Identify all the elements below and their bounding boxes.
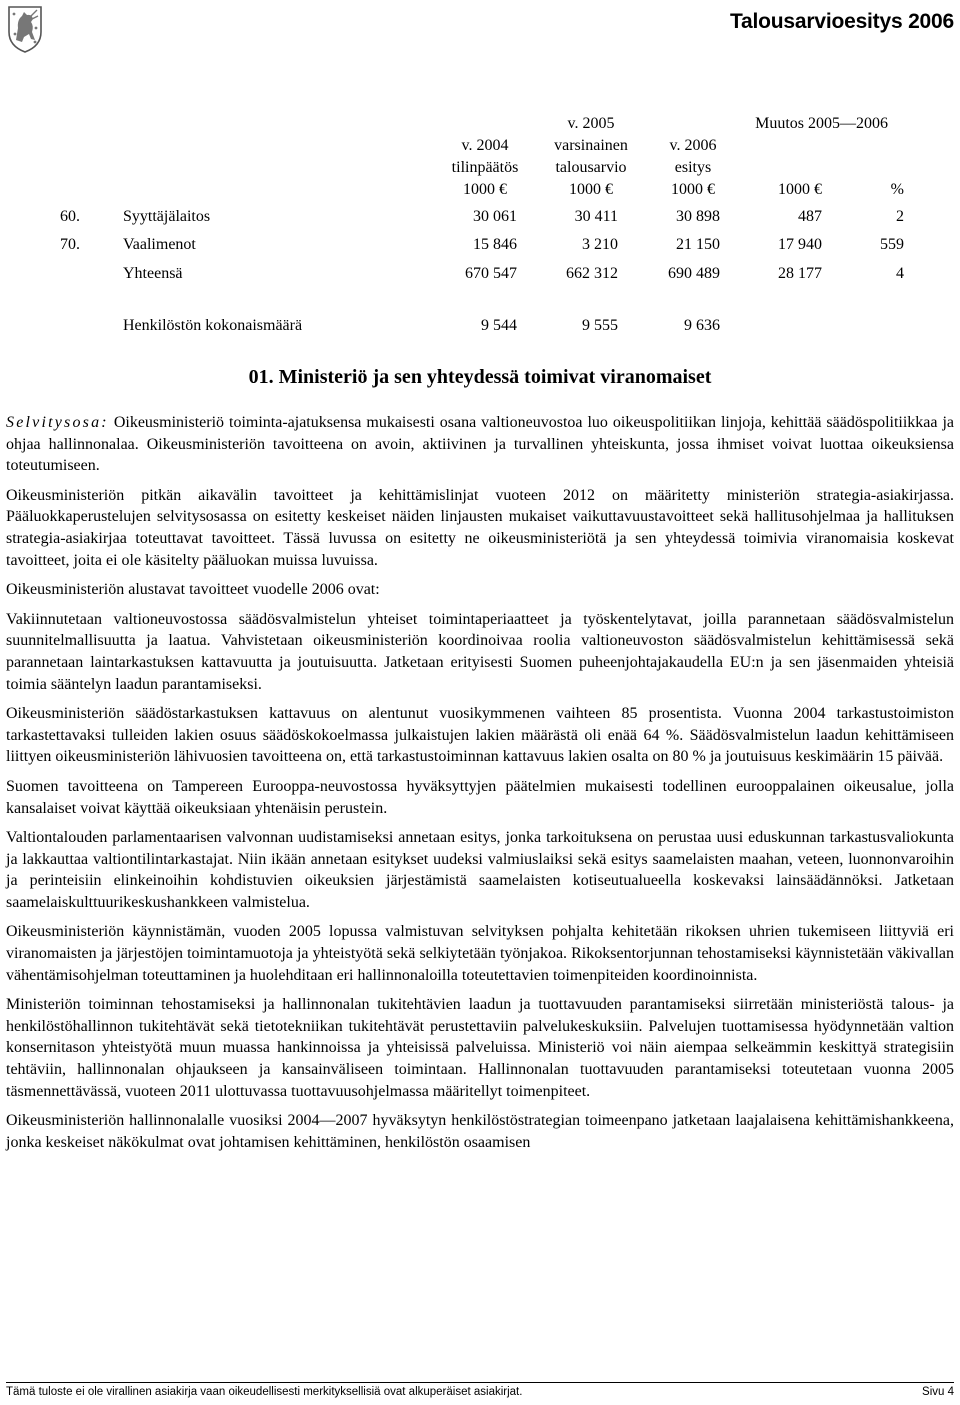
row-name: Syyttäjälaitos: [123, 208, 211, 225]
total-change: 28 177: [778, 265, 822, 282]
col-2005-line1: v. 2005: [567, 115, 615, 132]
total-v2006: 690 489: [668, 265, 720, 282]
staff-v2004: 9 544: [481, 317, 517, 334]
row-change: 487: [798, 208, 822, 225]
row-change: 17 940: [778, 236, 822, 253]
total-pct: 4: [896, 265, 904, 282]
staff-v2006: 9 636: [684, 317, 720, 334]
row-pct: 559: [880, 236, 904, 253]
lion-coat-of-arms-icon: [6, 4, 44, 54]
change-unit: 1000 €: [778, 181, 822, 198]
page-number: Sivu 4: [922, 1386, 954, 1398]
staff-v2005: 9 555: [582, 317, 618, 334]
paragraph: Vakiinnutetaan valtioneuvostossa säädösvalmistelun yhteiset toimintaperiaatteet ja työskentelytavat, joilla parannetaan säädösvalmistelun suunnitelmallisuutta ja laatua. Vahvistetaan oikeusministeriön koordinoivaa roolia valtioneuvoston säädösvalmistelun kehittämisessä sekä parannetaan laintarkastuksen kattavuutta ja joutuisuutta. Jatketaan erityisesti Suomen puheenjohtajakaudella EU:n ja sen jäsenmaiden yhteisiä toimia sääntelyn laadun parantamiseksi.: [6, 610, 954, 693]
row-v2004: 30 061: [473, 208, 517, 225]
total-v2005: 662 312: [566, 265, 618, 282]
total-label: Yhteensä: [123, 265, 183, 282]
col-2005-unit: 1000 €: [569, 181, 613, 198]
col-2005-line2: varsinainen: [554, 137, 628, 154]
paragraph: Oikeusministeriön pitkän aikavälin tavoitteet ja kehittämislinjat vuoteen 2012 on määritetty ministeriön strategia-asiakirjassa. Pääluokkaperustelujen selvitysosassa on esitetty keskeiset näiden linjausten mukaiset vaikuttavuustavoitteet sekä hallitusohjelmaa ja hallituksen strategia-asiakirjaa toteuttavat tavoitteet. Tässä luvussa on esitetty ne oikeusministeriötä ja sen yhteydessä toimivia viranomaisia koskevat tavoitteet, joita ei ole käsitelty pääluokan muissa luvuissa.: [6, 486, 954, 569]
paragraph: Ministeriön toiminnan tehostamiseksi ja hallinnonalan tukitehtävien laadun ja tuottavuuden parantamiseksi siirretään ministeriöstä talous- ja henkilöstöhallinnon tukitehtävät sekä tietotekniikan tukitehtävät perustettaviin palvelukeskuksiin. Palvelujen tuottamisessa hyödynnetään valtion konsernitason yhteistyötä muun muassa hankinnoissa ja yhteisissä palveluissa. Ministeriö voi näin aiempaa selkeämmin keskittyä strategisiin tehtäviin, hallinnonalan ohjaukseen ja kansainväliseen toimintaan. Hallinnonalan tuottavuuden parantamiseksi toteutetaan vuonna 2005 täsmennettävässä, vuoteen 2011 ulottuvassa tuottavuusohjelmassa määritellyt toimenpiteet.: [6, 996, 954, 1100]
footer-disclaimer: Tämä tuloste ei ole virallinen asiakirja vaan oikeudellisesti merkityksellisiä ovat alkuperäiset asiakirjat.: [6, 1386, 523, 1398]
body-text: [6, 412, 954, 1161]
row-v2005: 30 411: [574, 208, 618, 225]
col-2006-line3: esitys: [674, 159, 712, 176]
row-pct: 2: [896, 208, 904, 225]
paragraph: Oikeusministeriön käynnistämän, vuoden 2005 lopussa valmistuvan selvityksen pohjalta kehitetään rikoksen uhrien tukemiseen liittyviä eri viranomaisten ja järjestöjen toimintamuotoja ja yhteistyötä sekä selkiytetään työnjakoa. Rikoksentorjunnan tehostamiseksi käynnistetään väkivallan vähentämisohjelman toteuttaminen ja huolehditaan eri hallinnonaloilla toteutettavien toimenpiteiden koordinoinnista.: [6, 923, 954, 984]
col-2004-line2: v. 2004: [461, 137, 509, 154]
paragraph: Valtiontalouden parlamentaarisen valvonnan uudistamiseksi annetaan esitys, jonka tarkoituksena on perustaa uusi eduskunnan tarkastusvaliokunta ja lakkauttaa valtiontilintarkastajat. Niin ikään annetaan esitykset uudeksi valmiuslaiksi sekä esitys saamelaisten maahan, veteen, luonnonvaroihin ja perinteisiin elinkeinoihin kohdistuvien oikeuksien järjestämistä saamelaisten kotiseutualueella koskevaksi lainsäädännöksi. Jatketaan saamelaiskulttuurikeskushankkeen valmistelua.: [6, 829, 954, 911]
total-v2004: 670 547: [465, 265, 517, 282]
paragraph: Suomen tavoitteena on Tampereen Eurooppa-neuvostossa hyväksyttyjen päätelmien mukaisesti todellinen eurooppalainen oikeusalue, jolla kansalaiset voivat käyttää oikeuksiaan yhtenäisin perustein.: [6, 777, 954, 817]
change-pct-unit: %: [890, 181, 904, 198]
paragraph: Oikeusministeriön alustavat tavoitteet vuodelle 2006 ovat:: [6, 581, 380, 599]
row-name: Vaalimenot: [123, 236, 196, 253]
col-2005-line3: talousarvio: [555, 159, 627, 176]
paragraph: Oikeusministeriön hallinnonalalle vuosiksi 2004—2007 hyväksytyn henkilöstöstrategian toimeenpano jatketaan laajalaisena kehittämishankkeena, jonka keskeiset näkökulmat ovat johtamisen kehittäminen, henkilöstön osaamisen: [6, 1112, 954, 1151]
row-v2004: 15 846: [473, 236, 517, 253]
footer-divider: [6, 1382, 954, 1383]
staff-label: Henkilöstön kokonaismäärä: [123, 317, 303, 334]
paragraph: Oikeusministeriön säädöstarkastuksen kattavuus on alentunut vuosikymmenen vaihteen 85 prosentista. Vuonna 2004 tarkastustoimiston tarkastettavaksi tulleiden lakien osuus säädöskokoelmassa julkaistujen lakien määrästä oli enää 64 %. Säädösvalmistelun laadun kehittämiseen liittyen oikeusministeriön lähivuosien tavoitteena on, että tarkastustoiminnan kattavuus lakien osalta on 80 % ja joutuisuus keskimäärin 15 päivää.: [6, 705, 954, 766]
change-header: Muutos 2005—2006: [755, 115, 888, 132]
section-title: 01. Ministeriö ja sen yhteydessä toimivat viranomaiset: [248, 366, 712, 388]
col-2006-line2: v. 2006: [669, 137, 717, 154]
paragraph: [6, 412, 954, 477]
document-title: Talousarvioesitys 2006: [729, 10, 954, 33]
col-2004-unit: 1000 €: [463, 181, 507, 198]
col-2006-unit: 1000 €: [671, 181, 715, 198]
row-v2006: 30 898: [676, 208, 720, 225]
paragraph-text: Oikeusministeriö toiminta-ajatuksensa mukaisesti osana valtioneuvostoa luo oikeuspolitiikan linjoja, kehittää säädöspolitiikkaa ja ohjaa hallinnonalaa. Oikeusministeriön tavoitteena on avoin, aktiivinen ja turvallinen yhteiskunta, jossa ihmiset voivat luottaa oikeuksiensa toteutumiseen.: [6, 414, 955, 475]
row-code: 60.: [60, 208, 80, 225]
row-code: 70.: [60, 236, 80, 253]
row-v2006: 21 150: [676, 236, 720, 253]
selvitysosa-label: Selvitysosa:: [6, 414, 109, 431]
row-v2005: 3 210: [582, 236, 618, 253]
col-2004-line3: tilinpäätös: [451, 159, 519, 176]
